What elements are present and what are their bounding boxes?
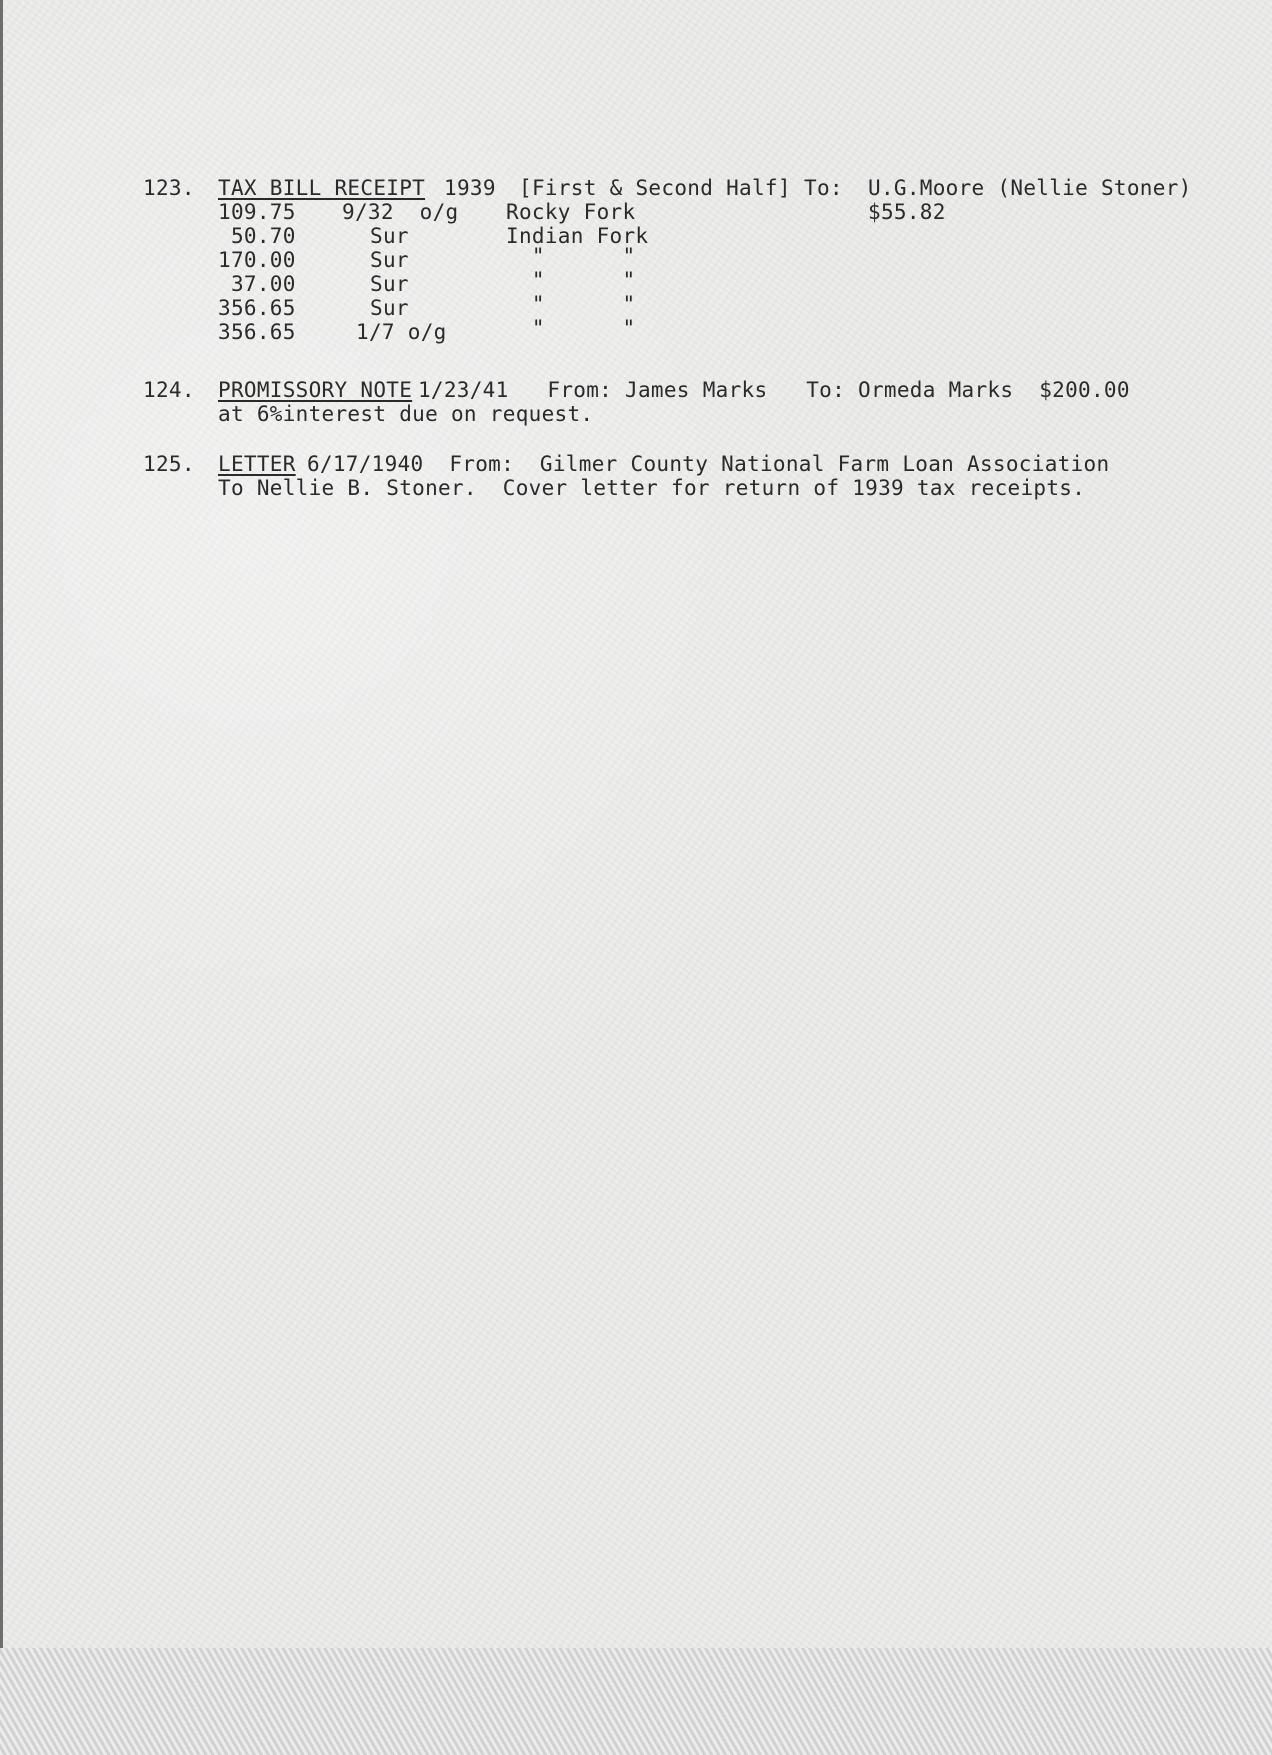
entry-number: 125. (143, 452, 195, 476)
entry-title: PROMISSORY NOTE (218, 378, 413, 402)
entry-to-label: To: (804, 176, 843, 200)
entry-number: 123. (143, 176, 195, 200)
entry-amount: $55.82 (868, 200, 946, 224)
entry-line: 6/17/1940 From: Gilmer County National Farm Loan Association (294, 452, 1110, 476)
table-cell-location: " " (506, 268, 636, 292)
entry-line: 1/23/41 From: James Marks To: Ormeda Marks $200.00 (405, 378, 1130, 402)
table-cell-interest: 1/7 o/g (356, 320, 447, 344)
entry-detail: [First & Second Half] (519, 176, 791, 200)
page-left-edge (0, 0, 3, 1755)
table-cell-value: 356.65 (218, 320, 296, 344)
table-cell-location: " " (506, 292, 636, 316)
entry-number: 124. (143, 378, 195, 402)
table-cell-interest: Sur (370, 248, 409, 272)
table-cell-interest: Sur (370, 272, 409, 296)
table-cell-value: 109.75 (218, 200, 296, 224)
table-cell-value: 50.70 (218, 224, 296, 248)
scan-bottom-band (0, 1648, 1272, 1755)
entry-line: at 6%interest due on request. (218, 402, 594, 426)
entry-title: TAX BILL RECEIPT (218, 176, 426, 200)
entry-title: LETTER (218, 452, 296, 476)
table-cell-value: 37.00 (218, 272, 296, 296)
table-cell-location: Indian Fork (506, 224, 649, 248)
entry-to-name: U.G.Moore (Nellie Stoner) (868, 176, 1192, 200)
table-cell-value: 170.00 (218, 248, 296, 272)
table-cell-interest: Sur (370, 296, 409, 320)
table-cell-location: Rocky Fork (506, 200, 636, 224)
entry-year: 1939 (444, 176, 496, 200)
table-cell-value: 356.65 (218, 296, 296, 320)
table-cell-interest: 9/32 o/g (342, 200, 459, 224)
table-cell-location: " " (506, 244, 636, 268)
table-cell-interest: Sur (370, 224, 409, 248)
table-cell-location: " " (506, 316, 636, 340)
entry-line: To Nellie B. Stoner. Cover letter for return of 1939 tax receipts. (218, 476, 1086, 500)
